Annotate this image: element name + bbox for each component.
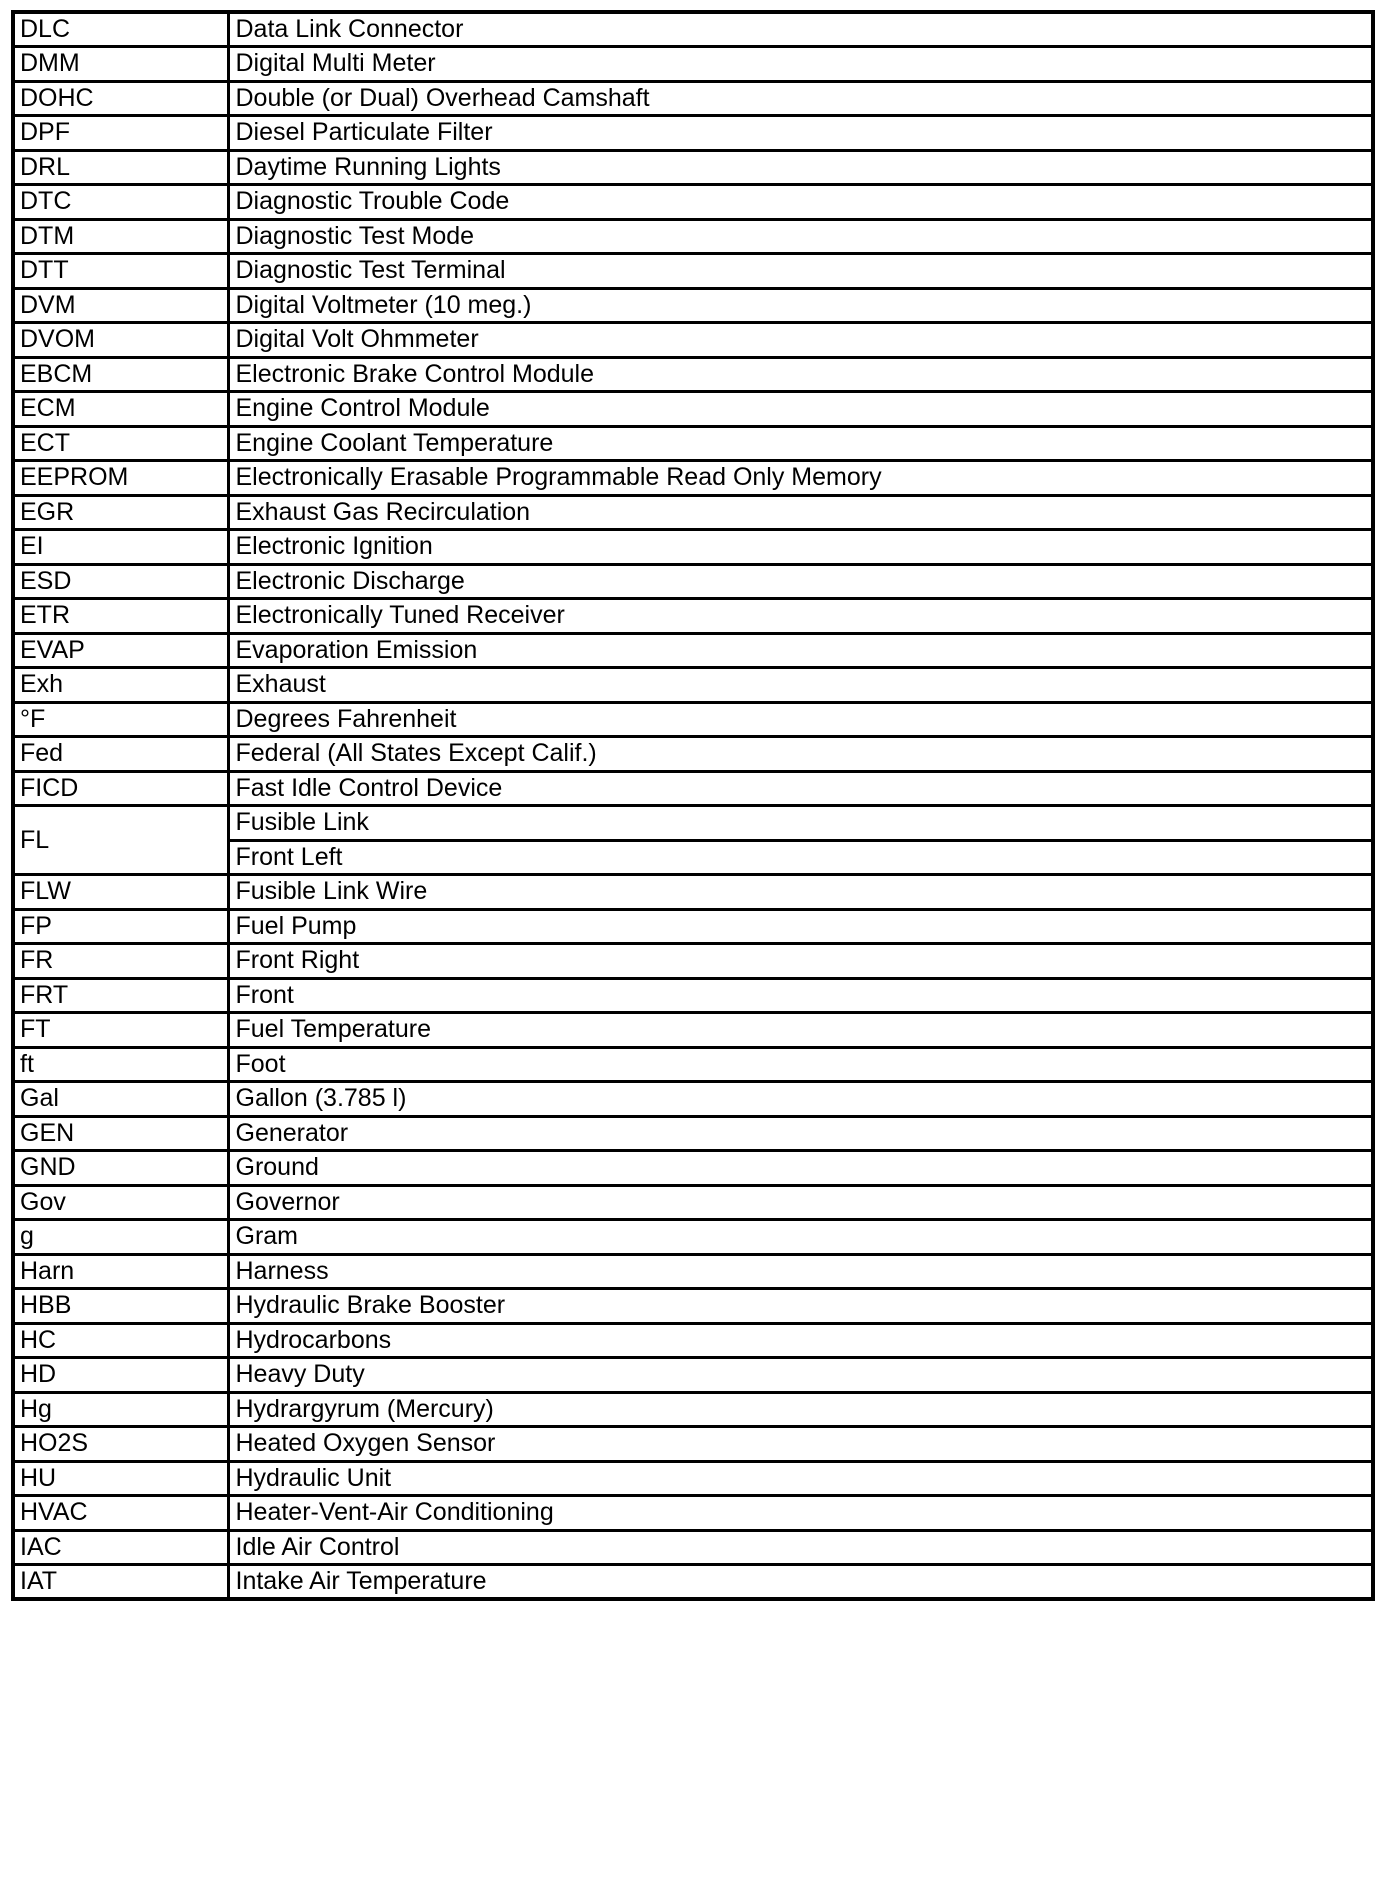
table-row	[13, 1013, 1373, 1048]
table-row	[13, 1323, 1373, 1358]
abbreviation-cell: DRL	[13, 150, 228, 185]
definition-cell: Front Left	[228, 840, 1373, 875]
definition-cell: Heavy Duty	[228, 1358, 1373, 1393]
abbreviation-cell: FICD	[13, 771, 228, 806]
definition-cell: Exhaust Gas Recirculation	[228, 495, 1373, 530]
table-row	[13, 564, 1373, 599]
definition-cell: Front	[228, 978, 1373, 1013]
table-row	[13, 530, 1373, 565]
definition-cell: Federal (All States Except Calif.)	[228, 737, 1373, 772]
definition-cell: Daytime Running Lights	[228, 150, 1373, 185]
abbreviation-cell: IAC	[13, 1530, 228, 1565]
definition-cell: Harness	[228, 1254, 1373, 1289]
table-row	[13, 288, 1373, 323]
abbreviation-cell: IAT	[13, 1565, 228, 1600]
abbreviation-cell: DOHC	[13, 81, 228, 116]
abbreviation-cell: Harn	[13, 1254, 228, 1289]
definition-cell: Fast Idle Control Device	[228, 771, 1373, 806]
definition-cell: Hydraulic Unit	[228, 1461, 1373, 1496]
abbreviation-cell: FR	[13, 944, 228, 979]
abbreviations-table	[11, 10, 1375, 1601]
definition-cell: Heated Oxygen Sensor	[228, 1427, 1373, 1462]
table-row	[13, 1116, 1373, 1151]
table-row	[13, 1082, 1373, 1117]
table-row	[13, 1530, 1373, 1565]
definition-cell: Hydrargyrum (Mercury)	[228, 1392, 1373, 1427]
definition-cell: Double (or Dual) Overhead Camshaft	[228, 81, 1373, 116]
table-row	[13, 1220, 1373, 1255]
definition-cell: Hydrocarbons	[228, 1323, 1373, 1358]
definition-cell: Fuel Pump	[228, 909, 1373, 944]
abbreviation-cell: FLW	[13, 875, 228, 910]
definition-cell: Evaporation Emission	[228, 633, 1373, 668]
abbreviation-cell: HVAC	[13, 1496, 228, 1531]
definition-cell: Digital Volt Ohmmeter	[228, 323, 1373, 358]
table-row	[13, 323, 1373, 358]
definition-cell: Fusible Link Wire	[228, 875, 1373, 910]
table-row	[13, 1289, 1373, 1324]
abbreviation-cell: FRT	[13, 978, 228, 1013]
abbreviation-cell: Hg	[13, 1392, 228, 1427]
table-row	[13, 116, 1373, 151]
table-row	[13, 254, 1373, 289]
table-row	[13, 1496, 1373, 1531]
definition-cell: Electronically Tuned Receiver	[228, 599, 1373, 634]
abbreviation-cell: Gov	[13, 1185, 228, 1220]
abbreviation-cell: HBB	[13, 1289, 228, 1324]
table-row	[13, 150, 1373, 185]
table-row	[13, 1358, 1373, 1393]
table-row	[13, 1461, 1373, 1496]
abbreviation-cell: ESD	[13, 564, 228, 599]
table-row	[13, 909, 1373, 944]
abbreviation-cell: Fed	[13, 737, 228, 772]
abbreviation-cell: DVOM	[13, 323, 228, 358]
table-row	[13, 702, 1373, 737]
definition-cell: Generator	[228, 1116, 1373, 1151]
definition-cell: Idle Air Control	[228, 1530, 1373, 1565]
abbreviation-cell: ETR	[13, 599, 228, 634]
abbreviation-cell: g	[13, 1220, 228, 1255]
abbreviation-cell: DMM	[13, 47, 228, 82]
abbreviation-cell: HD	[13, 1358, 228, 1393]
definition-cell: Gallon (3.785 l)	[228, 1082, 1373, 1117]
abbreviation-cell: HC	[13, 1323, 228, 1358]
abbreviation-cell: DTT	[13, 254, 228, 289]
table-row	[13, 495, 1373, 530]
table-row	[13, 1392, 1373, 1427]
table-row	[13, 185, 1373, 220]
table-row	[13, 426, 1373, 461]
abbreviation-cell: ECM	[13, 392, 228, 427]
definition-cell: Hydraulic Brake Booster	[228, 1289, 1373, 1324]
definition-cell: Degrees Fahrenheit	[228, 702, 1373, 737]
table-row	[13, 219, 1373, 254]
definition-cell: Ground	[228, 1151, 1373, 1186]
definition-cell: Fuel Temperature	[228, 1013, 1373, 1048]
abbreviation-cell: FP	[13, 909, 228, 944]
table-row	[13, 806, 1373, 841]
definition-cell: Front Right	[228, 944, 1373, 979]
abbreviation-cell: DLC	[13, 12, 228, 47]
definition-cell: Digital Voltmeter (10 meg.)	[228, 288, 1373, 323]
definition-cell: Engine Coolant Temperature	[228, 426, 1373, 461]
definition-cell: Electronic Ignition	[228, 530, 1373, 565]
abbreviation-cell: GEN	[13, 1116, 228, 1151]
definition-cell: Engine Control Module	[228, 392, 1373, 427]
definition-cell: Fusible Link	[228, 806, 1373, 841]
definition-cell: Gram	[228, 1220, 1373, 1255]
abbreviation-cell: DVM	[13, 288, 228, 323]
definition-cell: Electronic Brake Control Module	[228, 357, 1373, 392]
table-row	[13, 599, 1373, 634]
abbreviation-cell: EVAP	[13, 633, 228, 668]
abbreviation-cell: GND	[13, 1151, 228, 1186]
abbreviation-cell: FT	[13, 1013, 228, 1048]
table-row	[13, 81, 1373, 116]
table-row	[13, 1151, 1373, 1186]
abbreviation-cell: EBCM	[13, 357, 228, 392]
table-row	[13, 668, 1373, 703]
definition-cell: Governor	[228, 1185, 1373, 1220]
abbreviation-cell: EEPROM	[13, 461, 228, 496]
abbreviation-cell: DPF	[13, 116, 228, 151]
definition-cell: Foot	[228, 1047, 1373, 1082]
abbreviation-cell: Gal	[13, 1082, 228, 1117]
abbreviation-cell: FL	[13, 806, 228, 875]
definition-cell: Digital Multi Meter	[228, 47, 1373, 82]
definition-cell: Diagnostic Test Terminal	[228, 254, 1373, 289]
table-row	[13, 47, 1373, 82]
table-row	[13, 771, 1373, 806]
abbreviation-cell: EGR	[13, 495, 228, 530]
definition-cell: Exhaust	[228, 668, 1373, 703]
abbreviation-cell: DTM	[13, 219, 228, 254]
abbreviation-cell: ECT	[13, 426, 228, 461]
definition-cell: Electronic Discharge	[228, 564, 1373, 599]
table-row	[13, 1427, 1373, 1462]
abbreviation-cell: ft	[13, 1047, 228, 1082]
table-row	[13, 392, 1373, 427]
definition-cell: Diagnostic Test Mode	[228, 219, 1373, 254]
abbreviation-cell: Exh	[13, 668, 228, 703]
table-row	[13, 1185, 1373, 1220]
abbreviation-cell: HO2S	[13, 1427, 228, 1462]
abbreviation-cell: EI	[13, 530, 228, 565]
table-row	[13, 461, 1373, 496]
definition-cell: Electronically Erasable Programmable Read Only Memory	[228, 461, 1373, 496]
definition-cell: Diagnostic Trouble Code	[228, 185, 1373, 220]
table-row	[13, 1047, 1373, 1082]
definition-cell: Intake Air Temperature	[228, 1565, 1373, 1600]
table-row	[13, 737, 1373, 772]
abbreviation-cell: DTC	[13, 185, 228, 220]
definition-cell: Diesel Particulate Filter	[228, 116, 1373, 151]
table-row	[13, 1254, 1373, 1289]
table-row	[13, 978, 1373, 1013]
table-row	[13, 357, 1373, 392]
table-row	[13, 944, 1373, 979]
table-row	[13, 12, 1373, 47]
definition-cell: Heater-Vent-Air Conditioning	[228, 1496, 1373, 1531]
definition-cell: Data Link Connector	[228, 12, 1373, 47]
table-row	[13, 1565, 1373, 1600]
abbreviation-cell: °F	[13, 702, 228, 737]
abbreviations-sheet	[11, 10, 1371, 1601]
table-row	[13, 633, 1373, 668]
abbreviations-table-body	[13, 12, 1373, 1599]
table-row	[13, 875, 1373, 910]
abbreviation-cell: HU	[13, 1461, 228, 1496]
